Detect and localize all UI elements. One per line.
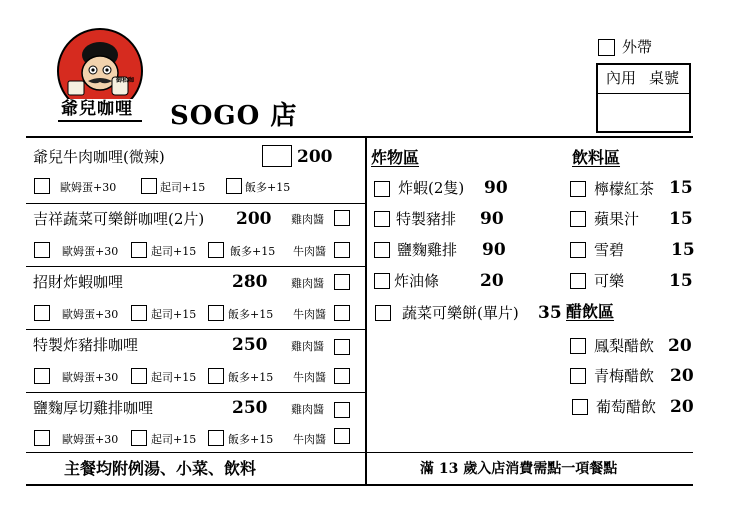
addon-cheese-label: 起司+15: [151, 308, 197, 321]
vinegar-item-name: 葡萄醋飲: [596, 398, 657, 416]
curry-item-name: 爺兒牛肉咖哩(微辣): [33, 148, 165, 166]
addon-rice-label: 飯多+15: [245, 181, 291, 194]
fried-item-checkbox[interactable]: [374, 211, 390, 227]
fried-item-checkbox[interactable]: [375, 305, 391, 321]
addon-rice-checkbox[interactable]: [208, 430, 224, 446]
addon-cheese-checkbox[interactable]: [131, 305, 147, 321]
addon-rice-checkbox[interactable]: [208, 305, 224, 321]
addon-egg-checkbox[interactable]: [34, 430, 50, 446]
takeout-label: 外帶: [622, 38, 653, 56]
fried-item-checkbox[interactable]: [374, 181, 390, 197]
beef-sauce-label: 牛肉醬: [293, 433, 326, 446]
drink-item-name: 檸檬紅茶: [594, 180, 655, 198]
vinegar-item-price: 20: [670, 397, 694, 417]
brand-name: 爺兒咖哩: [61, 99, 133, 119]
addon-rice-label: 飯多+15: [230, 245, 276, 258]
addon-cheese-checkbox[interactable]: [141, 178, 157, 194]
beef-sauce-label: 牛肉醬: [293, 245, 326, 258]
addon-rice-label: 飯多+15: [228, 371, 274, 384]
chicken-sauce-label: 雞肉醬: [291, 213, 324, 226]
takeout-checkbox[interactable]: [598, 39, 615, 56]
curry-item-name: 吉祥蔬菜可樂餅咖哩(2片): [33, 210, 205, 228]
vinegar-item-price: 20: [670, 366, 694, 386]
curry-item-name: 招財炸蝦咖哩: [33, 273, 124, 291]
vinegar-item-name: 青梅醋飲: [594, 367, 655, 385]
vinegar-item-checkbox[interactable]: [572, 399, 588, 415]
addon-egg-checkbox[interactable]: [34, 242, 50, 258]
fried-item-name: 蔬菜可樂餅(單片): [402, 304, 519, 322]
store-name: SOGO 店: [170, 101, 298, 131]
vinegar-item-checkbox[interactable]: [570, 338, 586, 354]
fried-item-price: 90: [484, 178, 508, 198]
brand-small-text: 御私咖: [116, 77, 135, 84]
beef-sauce-checkbox[interactable]: [334, 368, 350, 384]
vinegar-item-name: 鳳梨醋飲: [594, 337, 655, 355]
addon-cheese-label: 起司+15: [151, 371, 197, 384]
chicken-sauce-label: 雞肉醬: [291, 277, 324, 290]
curry-item-price: 250: [232, 335, 268, 355]
drink-item-name: 蘋果汁: [594, 210, 640, 228]
brand-logo: [50, 25, 150, 121]
fried-item-price: 20: [480, 271, 504, 291]
addon-cheese-checkbox[interactable]: [131, 368, 147, 384]
beef-sauce-checkbox[interactable]: [334, 305, 350, 321]
addon-egg-label: 歐姆蛋+30: [62, 371, 119, 384]
addon-cheese-label: 起司+15: [151, 433, 197, 446]
curry-item-price: 200: [236, 209, 272, 229]
curry-item-price: 280: [232, 272, 268, 292]
fried-item-price: 35: [538, 303, 562, 323]
fried-title: 炸物區: [371, 148, 420, 167]
vinegar-item-price: 20: [668, 336, 692, 356]
chicken-sauce-checkbox[interactable]: [334, 274, 350, 290]
addon-cheese-checkbox[interactable]: [131, 242, 147, 258]
drink-item-price: 15: [669, 209, 693, 229]
fried-item-price: 90: [480, 209, 504, 229]
vinegar-item-checkbox[interactable]: [570, 368, 586, 384]
curry-item-name: 特製炸豬排咖哩: [33, 336, 139, 354]
dine-in-label: 內用: [606, 69, 637, 87]
drink-item-name: 雪碧: [594, 241, 625, 259]
addon-egg-checkbox[interactable]: [34, 368, 50, 384]
fried-item-checkbox[interactable]: [374, 273, 390, 289]
drink-item-checkbox[interactable]: [570, 273, 586, 289]
addon-egg-label: 歐姆蛋+30: [60, 181, 117, 194]
addon-rice-checkbox[interactable]: [208, 242, 224, 258]
drink-item-price: 15: [671, 240, 695, 260]
beef-sauce-label: 牛肉醬: [293, 308, 326, 321]
curry-item-name: 鹽麴厚切雞排咖哩: [33, 399, 154, 417]
chicken-sauce-checkbox[interactable]: [334, 402, 350, 418]
beef-sauce-checkbox[interactable]: [334, 428, 350, 444]
addon-egg-label: 歐姆蛋+30: [62, 308, 119, 321]
drink-item-price: 15: [669, 178, 693, 198]
main-footer: 主餐均附例湯、小菜、飲料: [64, 459, 257, 478]
fried-item-name: 特製豬排: [396, 210, 457, 228]
drink-item-name: 可樂: [594, 272, 625, 290]
chicken-sauce-label: 雞肉醬: [291, 403, 324, 416]
fried-item-name: 炸蝦(2隻): [398, 179, 465, 197]
addon-egg-checkbox[interactable]: [34, 178, 50, 194]
drink-item-checkbox[interactable]: [570, 181, 586, 197]
curry-item-price: 250: [232, 398, 268, 418]
beef-sauce-checkbox[interactable]: [334, 242, 350, 258]
addon-egg-label: 歐姆蛋+30: [62, 245, 119, 258]
chicken-sauce-label: 雞肉醬: [291, 340, 324, 353]
drink-item-price: 15: [669, 271, 693, 291]
fried-item-name: 鹽麴雞排: [397, 241, 458, 259]
table-label: 桌號: [649, 69, 680, 87]
fried-item-checkbox[interactable]: [374, 242, 390, 258]
addon-egg-label: 歐姆蛋+30: [62, 433, 119, 446]
addon-rice-label: 飯多+15: [228, 433, 274, 446]
addon-cheese-label: 起司+15: [151, 245, 197, 258]
fried-item-price: 90: [482, 240, 506, 260]
chicken-sauce-checkbox[interactable]: [334, 210, 350, 226]
curry-item-price: 200: [297, 147, 333, 167]
drinks-title: 飲料區: [572, 148, 621, 167]
fried-item-name: 炸油條: [394, 272, 440, 290]
addon-rice-checkbox[interactable]: [208, 368, 224, 384]
curry-item-checkbox[interactable]: [262, 145, 292, 167]
addon-egg-checkbox[interactable]: [34, 305, 50, 321]
addon-rice-checkbox[interactable]: [226, 178, 242, 194]
addon-cheese-label: 起司+15: [160, 181, 206, 194]
addon-rice-label: 飯多+15: [228, 308, 274, 321]
vinegar-title: 醋飲區: [566, 302, 615, 321]
chicken-sauce-checkbox[interactable]: [334, 339, 350, 355]
beef-sauce-label: 牛肉醬: [293, 371, 326, 384]
drink-item-checkbox[interactable]: [570, 242, 586, 258]
drink-item-checkbox[interactable]: [570, 211, 586, 227]
addon-cheese-checkbox[interactable]: [131, 430, 147, 446]
right-footer: 滿 13 歲入店消費需點一項餐點: [420, 461, 618, 477]
